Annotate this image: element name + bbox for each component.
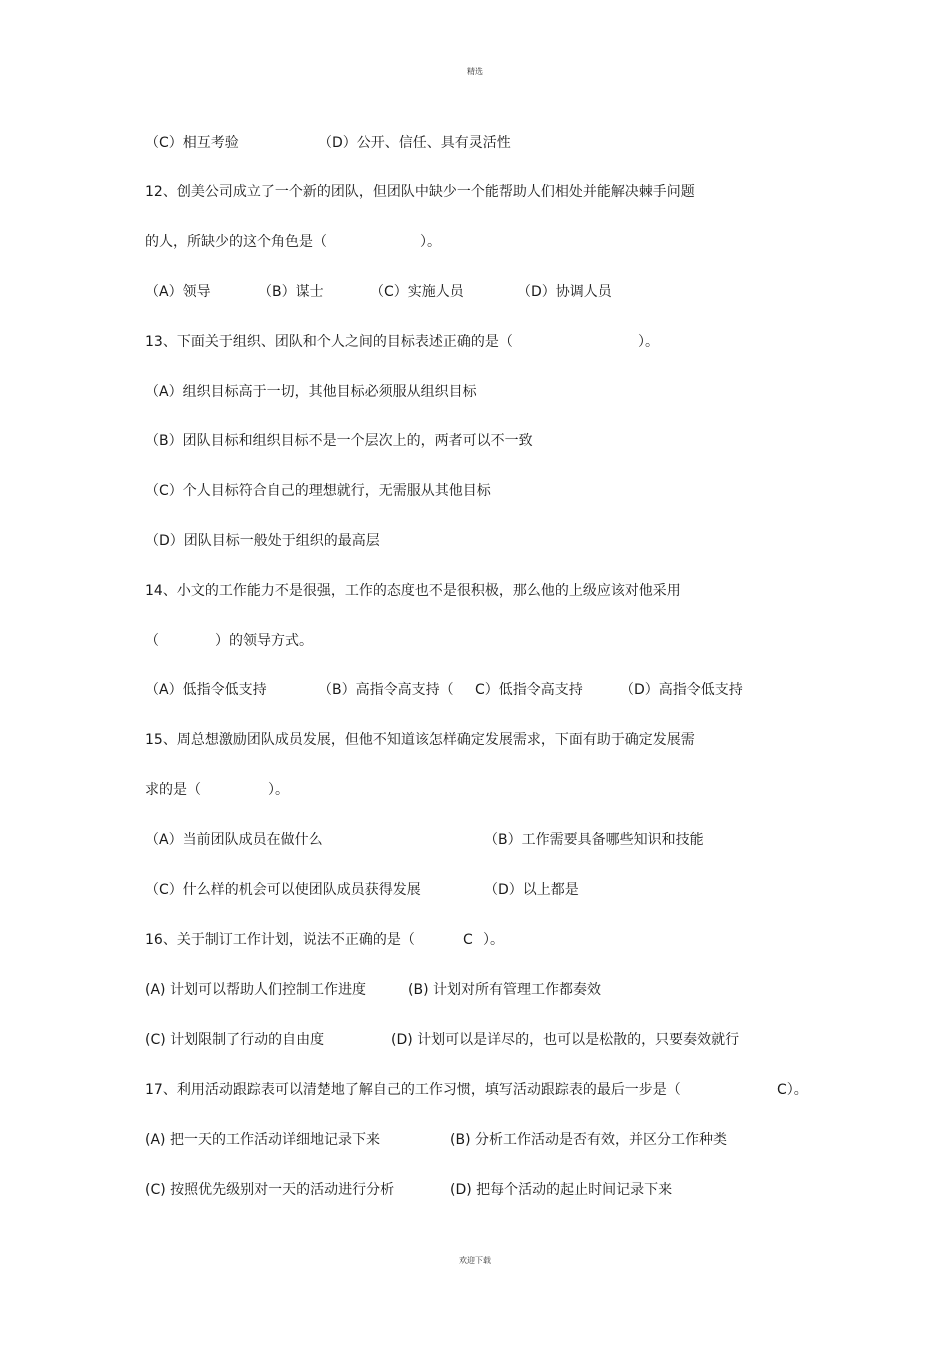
q13-option-b: （B）团队目标和组织目标不是一个层次上的，两者可以不一致 [145,433,533,449]
q12-option-d: （D）协调人员 [517,284,612,300]
question-14-text: 14、小文的工作能力不是很强，工作的态度也不是很积极，那么他的上级应该对他采用 [145,583,681,599]
question-17-text: 17、利用活动跟踪表可以清楚地了解自己的工作习惯，填写活动跟踪表的最后一步是（ [145,1082,681,1098]
question-16-blank-close: ）。 [483,932,504,948]
q13-option-d: （D）团队目标一般处于组织的最高层 [145,533,380,549]
q15-option-a: （A）当前团队成员在做什么 [145,832,323,848]
question-16-text: 16、关于制订工作计划，说法不正确的是（ [145,932,415,948]
q13-option-c: （C）个人目标符合自己的理想就行，无需服从其他目标 [145,483,491,499]
q17-option-d: (D) 把每个活动的起止时间记录下来 [450,1182,673,1198]
q15-option-b: （B）工作需要具备哪些知识和技能 [484,832,704,848]
q14-option-a: （A）低指令低支持 [145,682,267,698]
q15-option-d: （D）以上都是 [484,882,579,898]
q13-option-a: （A）组织目标高于一切，其他目标必须服从组织目标 [145,384,477,400]
q14-option-b: （B）高指令高支持（ [318,682,454,698]
question-17-answer: C）。 [777,1082,808,1098]
q17-option-b: (B) 分析工作活动是否有效，并区分工作种类 [450,1132,727,1148]
q16-option-a: (A) 计划可以帮助人们控制工作进度 [145,982,366,998]
q12-option-a: （A）领导 [145,284,211,300]
page-header: 精选 [467,67,483,76]
question-15-text-cont: 求的是（ [145,782,201,798]
q16-option-b: (B) 计划对所有管理工作都奏效 [408,982,601,998]
q12-option-c: （C）实施人员 [370,284,464,300]
q16-option-c: (C) 计划限制了行动的自由度 [145,1032,325,1048]
line-1-option-c: （C）相互考验 [145,135,239,151]
line-1-option-d: （D）公开、信任、具有灵活性 [318,135,511,151]
q14-option-d: （D）高指令低支持 [620,682,743,698]
question-15-blank-close: ）。 [268,782,289,798]
question-13-blank-close: ）。 [638,334,659,350]
question-14-blank-open: （ [145,633,159,649]
q16-option-d: (D) 计划可以是详尽的，也可以是松散的，只要奏效就行 [391,1032,740,1048]
q17-option-a: (A) 把一天的工作活动详细地记录下来 [145,1132,380,1148]
q14-option-c: C）低指令高支持 [475,682,583,698]
q15-option-c: （C）什么样的机会可以使团队成员获得发展 [145,882,421,898]
q12-option-b: （B）谋士 [258,284,324,300]
question-12-text: 12、创美公司成立了一个新的团队，但团队中缺少一个能帮助人们相处并能解决棘手问题 [145,184,695,200]
page-footer: 欢迎下载 [459,1256,491,1265]
question-12-text-cont: 的人，所缺少的这个角色是（ [145,234,327,250]
question-16-answer: C [463,932,473,948]
question-13-text: 13、下面关于组织、团队和个人之间的目标表述正确的是（ [145,334,513,350]
question-14-text-cont: ）的领导方式。 [215,633,313,649]
q17-option-c: (C) 按照优先级别对一天的活动进行分析 [145,1182,395,1198]
question-15-text: 15、周总想激励团队成员发展，但他不知道该怎样确定发展需求，下面有助于确定发展需 [145,732,695,748]
question-12-blank-close: ）。 [420,234,441,250]
